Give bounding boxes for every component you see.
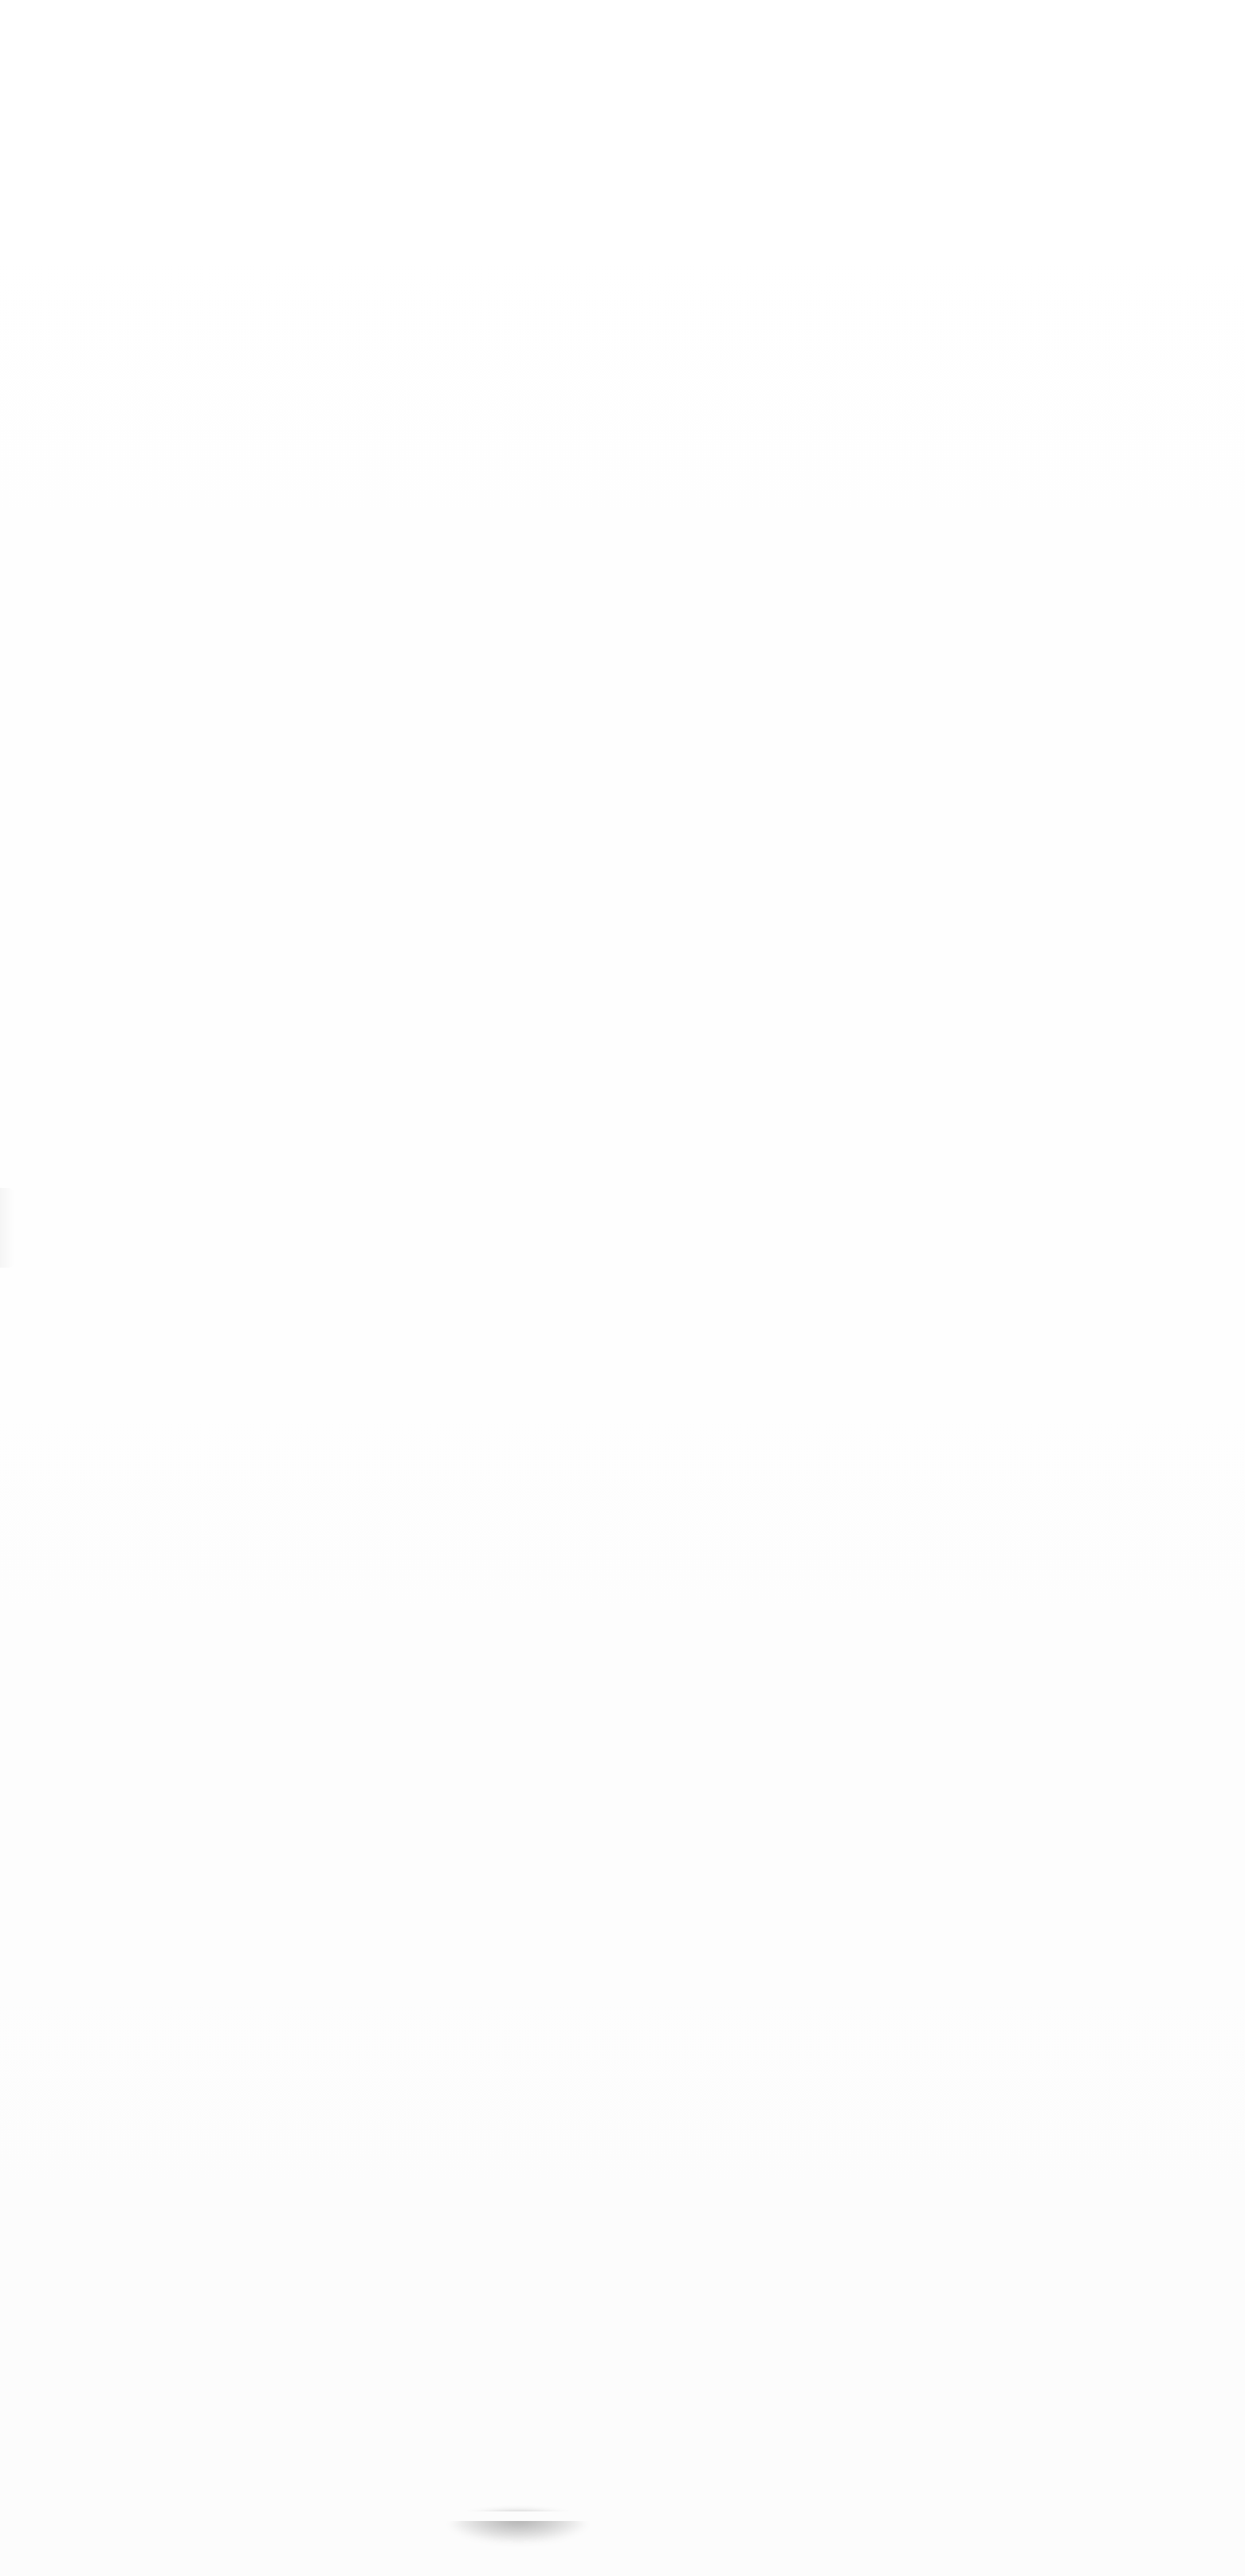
collapsed-side-drawer-handle[interactable]	[0, 1188, 14, 1268]
shadow-mask-edge	[0, 2511, 1245, 2521]
